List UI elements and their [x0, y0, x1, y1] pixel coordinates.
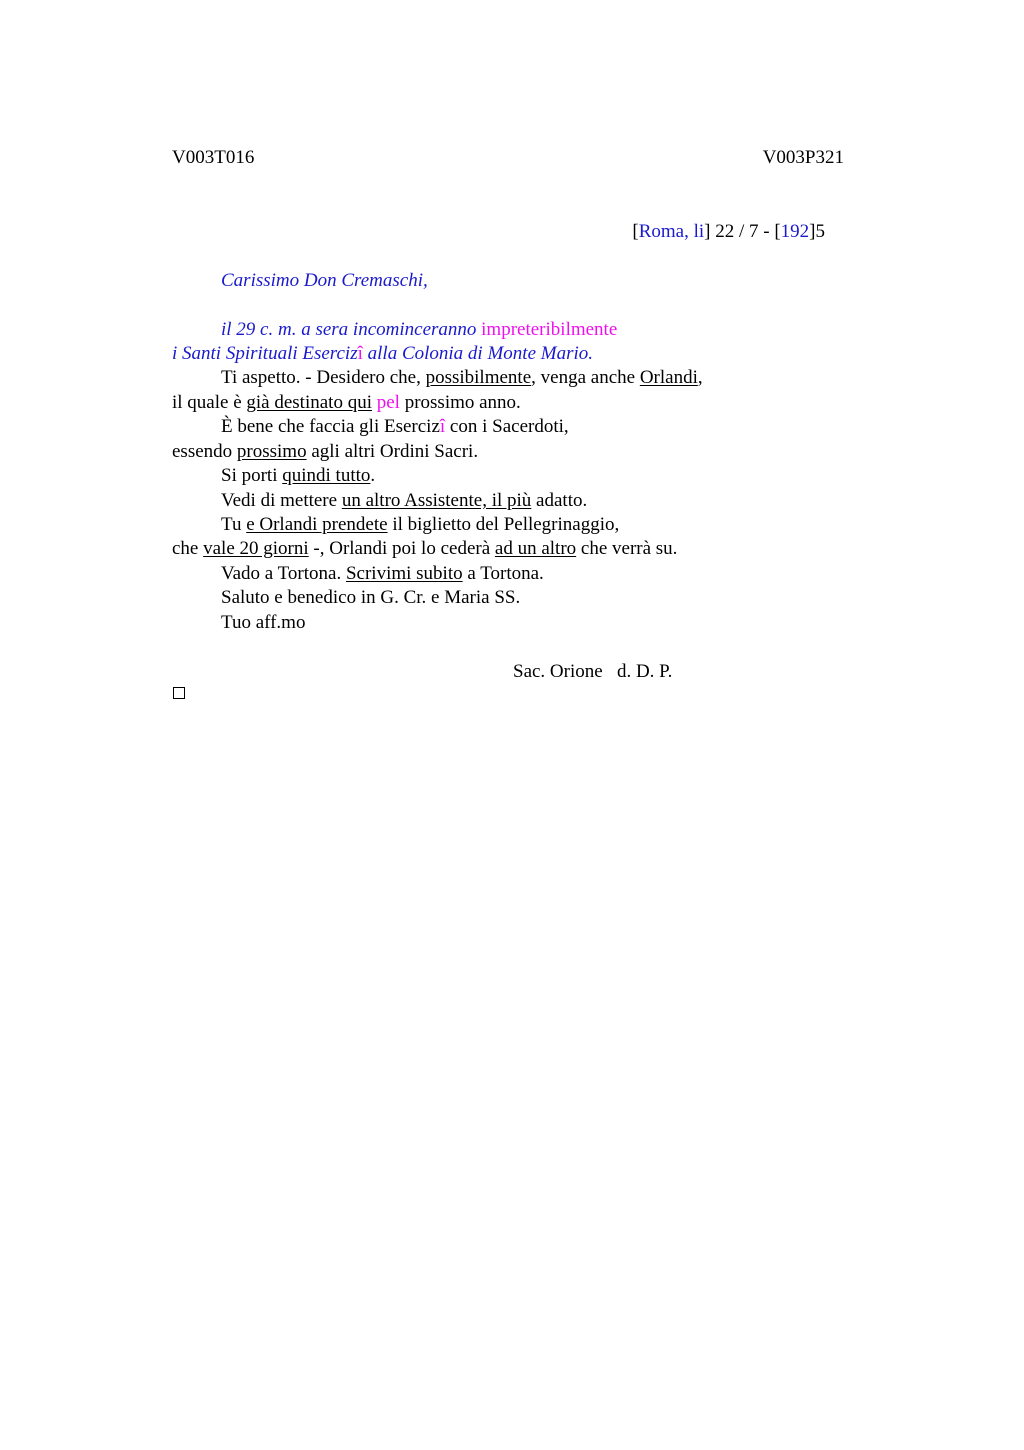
line-10-text: che — [172, 538, 204, 559]
line-10-text-mid: -, Orlandi poi lo cederà — [308, 538, 495, 559]
line-7-text: Si porti — [221, 465, 283, 486]
dateline-bracket: [ — [632, 221, 639, 242]
volume-code-left: V003T016 — [172, 147, 255, 168]
line-3-underlined: possibilmente — [425, 367, 532, 388]
dateline-year-prefix: 192 — [780, 221, 810, 242]
line-10-text-end: che verrà su. — [576, 538, 678, 559]
line-2-text-end: alla Colonia di Monte Mario. — [362, 343, 593, 364]
line-11-text: Vado a Tortona. — [221, 563, 346, 584]
letter-line-3 — [221, 367, 703, 389]
line-9-underlined: e Orlandi prendete — [246, 514, 388, 535]
line-6-underlined: prossimo — [236, 441, 307, 462]
letter-signature: Sac. Orione d. D. P. — [513, 661, 673, 682]
dateline-year-end: ]5 — [809, 221, 825, 242]
line-4-text: il quale è — [172, 392, 247, 413]
dateline-place: Roma, li — [638, 221, 705, 242]
line-3-text-end: , — [697, 367, 703, 388]
line-6-text: essendo — [172, 441, 237, 462]
dateline-date: ] 22 / 7 - [ — [704, 221, 781, 242]
letter-line-9 — [221, 514, 619, 536]
letter-line-8 — [221, 490, 587, 512]
letter-line-7 — [221, 465, 375, 487]
letter-line-6 — [172, 441, 478, 463]
line-8-text-end: adatto. — [531, 490, 588, 511]
letter-line-2 — [172, 343, 593, 365]
line-3-underlined-name: Orlandi — [639, 367, 698, 388]
line-3-text-mid: , venga anche — [531, 367, 640, 388]
line-11-underlined: Scrivimi subito — [345, 563, 463, 584]
letter-line-12: Saluto e benedico in G. Cr. e Maria SS. — [221, 587, 521, 608]
line-2-accent: î — [357, 343, 363, 364]
line-4-text-end: prossimo anno. — [399, 392, 521, 413]
line-8-text: Vedi di mettere — [221, 490, 342, 511]
letter-line-10 — [172, 538, 677, 560]
line-5-accent: î — [439, 416, 446, 437]
line-1-text: il 29 c. m. a sera incominceranno — [221, 319, 482, 340]
line-1-addition: impreteribilmente — [481, 319, 618, 340]
letter-line-4 — [172, 392, 521, 414]
line-7-underlined: quindi tutto — [282, 465, 371, 486]
letter-closing: Tuo aff.mo — [221, 612, 306, 633]
line-9-text-end: il biglietto del Pellegrinaggio, — [387, 514, 620, 535]
letter-line-1 — [221, 319, 617, 341]
dateline — [632, 221, 825, 243]
line-6-text-end: agli altri Ordini Sacri. — [306, 441, 479, 462]
letter-line-5 — [221, 416, 569, 438]
line-7-text-end: . — [370, 465, 376, 486]
page-code-right: V003P321 — [762, 147, 844, 168]
line-4-underlined: già destinato qui — [246, 392, 372, 413]
line-10-underlined-2: ad un altro — [494, 538, 577, 559]
line-11-text-end: a Tortona. — [462, 563, 544, 584]
line-10-underlined: vale 20 giorni — [203, 538, 309, 559]
line-2-text: i Santi Spirituali Eserciz — [172, 343, 358, 364]
letter-greeting: Carissimo Don Cremaschi, — [221, 270, 428, 291]
letter-line-11 — [221, 563, 544, 585]
line-5-text: È bene che faccia gli Eserciz — [221, 416, 440, 437]
line-5-text-end: con i Sacerdoti, — [445, 416, 569, 437]
line-9-text: Tu — [221, 514, 247, 535]
line-3-text: Ti aspetto. - Desidero che, — [221, 367, 426, 388]
line-4-addition: pel — [376, 392, 400, 413]
line-8-underlined: un altro Assistente, il più — [341, 490, 532, 511]
end-of-document-box-icon — [173, 687, 185, 699]
